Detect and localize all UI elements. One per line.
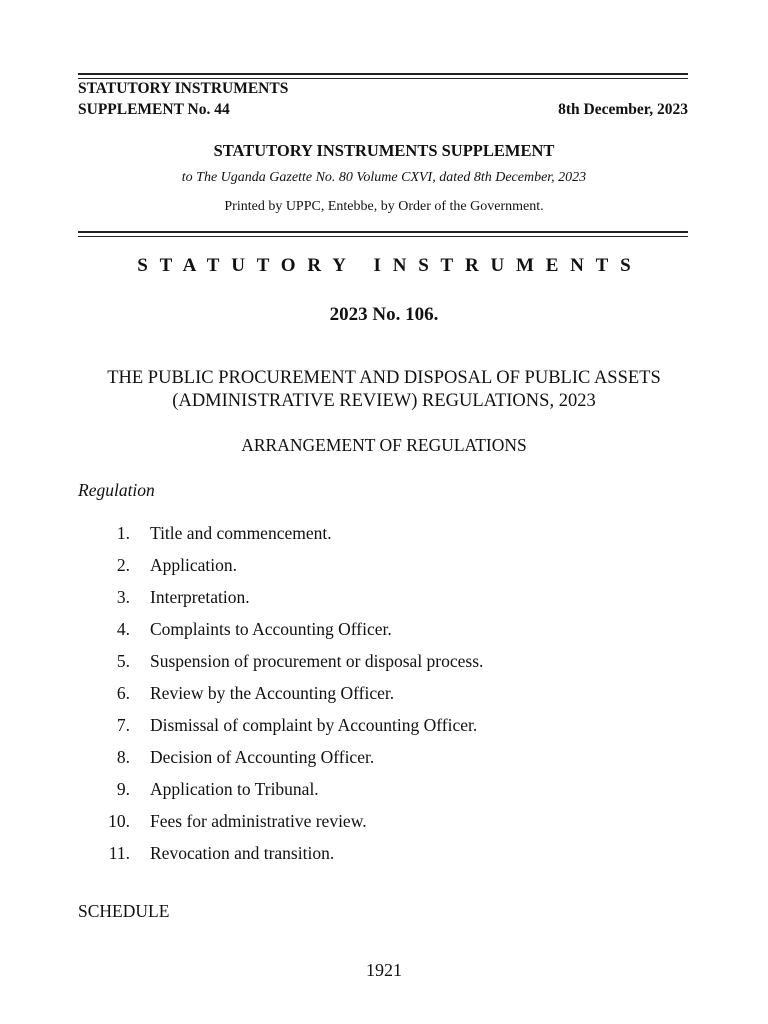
regulation-number: 2. (116, 555, 130, 575)
list-item (0, 587, 768, 619)
masthead-subtitle: to The Uganda Gazette No. 80 Volume CXVI, dated 8th December, 2023 (181, 170, 587, 185)
instrument-number: 2023 No. 106. (329, 304, 439, 325)
regulation-title: Decision of Accounting Officer. (150, 747, 375, 767)
instrument-heading: STATUTORY INSTRUMENTS (137, 255, 643, 276)
page-number: 1921 (366, 960, 402, 980)
list-item (0, 523, 768, 555)
regulation-number: 9. (116, 779, 130, 799)
regulation-title: Complaints to Accounting Officer. (150, 619, 392, 639)
list-item (0, 779, 768, 811)
instrument-title-line2: (ADMINISTRATIVE REVIEW) REGULATIONS, 2023 (172, 391, 596, 411)
regulation-number: 4. (116, 619, 130, 639)
masthead-title: STATUTORY INSTRUMENTS SUPPLEMENT (213, 141, 555, 160)
list-item (0, 747, 768, 779)
regulation-number: 6. (116, 683, 130, 703)
regulation-number: 7. (116, 715, 130, 735)
regulation-number: 10. (108, 811, 130, 831)
arrangement-heading: ARRANGEMENT OF REGULATIONS (241, 435, 527, 455)
regulation-title: Application to Tribunal. (150, 779, 319, 799)
top-rule-thin (78, 78, 688, 79)
masthead-printer: Printed by UPPC, Entebbe, by Order of the Government. (224, 199, 544, 214)
regulation-title: Fees for administrative review. (150, 811, 367, 831)
regulations-list (0, 523, 768, 875)
regulation-title: Suspension of procurement or disposal process. (150, 651, 484, 671)
list-item (0, 811, 768, 843)
regulation-column-label: Regulation (78, 480, 155, 500)
regulation-title: Dismissal of complaint by Accounting Officer. (150, 715, 478, 735)
regulation-title: Revocation and transition. (150, 843, 335, 863)
regulation-number: 3. (116, 587, 130, 607)
list-item (0, 555, 768, 587)
list-item (0, 715, 768, 747)
top-rule (78, 73, 688, 75)
regulation-number: 1. (116, 523, 130, 543)
instrument-title-line1: THE PUBLIC PROCUREMENT AND DISPOSAL OF PUBLIC ASSETS (107, 368, 661, 388)
list-item (0, 843, 768, 875)
supplement-number: SUPPLEMENT No. 44 (78, 101, 230, 118)
supplement-date: 8th December, 2023 (558, 101, 688, 118)
list-item (0, 683, 768, 715)
regulation-title: Review by the Accounting Officer. (150, 683, 395, 703)
list-item (0, 619, 768, 651)
series-label: STATUTORY INSTRUMENTS (78, 80, 289, 97)
regulation-number: 8. (116, 747, 130, 767)
regulation-number: 11. (108, 843, 130, 863)
regulation-title: Application. (150, 555, 237, 575)
mid-rule-thin (78, 236, 688, 237)
mid-rule (78, 231, 688, 233)
regulation-title: Title and commencement. (150, 523, 332, 543)
regulation-title: Interpretation. (150, 587, 250, 607)
regulation-number: 5. (116, 651, 130, 671)
schedule-label: SCHEDULE (78, 901, 170, 921)
list-item (0, 651, 768, 683)
